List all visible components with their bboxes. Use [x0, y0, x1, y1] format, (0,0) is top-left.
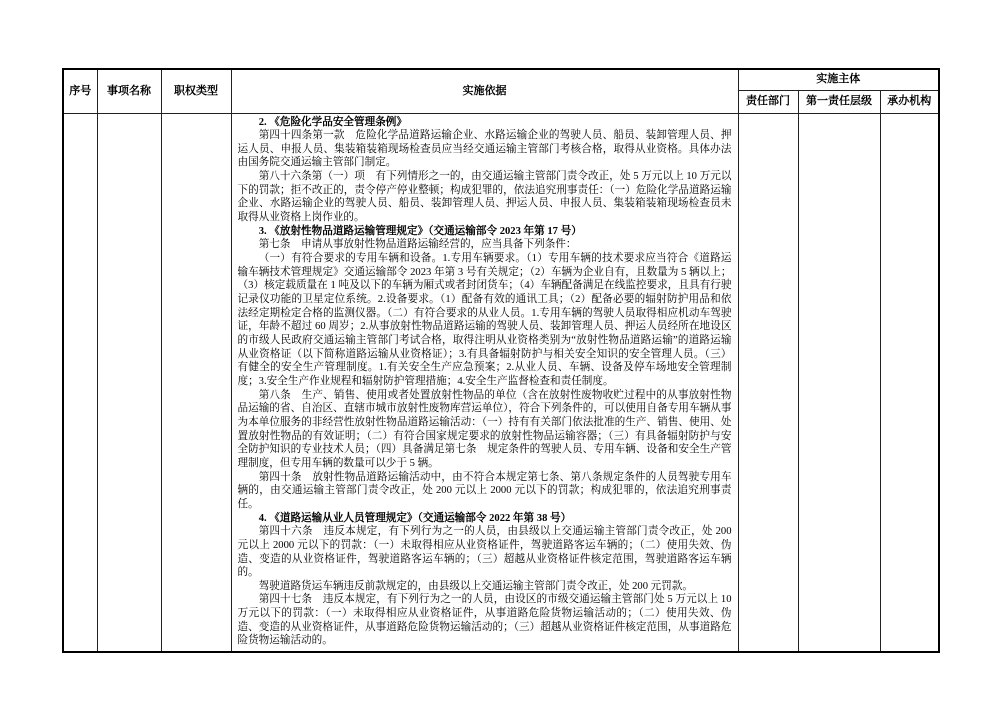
- basis-paragraph: 第四十七条 违反本规定，有下列行为之一的人员，由设区的市级交通运输主管部门处 5 万元以上 10 万元以下的罚款：（一）未取得相应从业资格证件，从事道路危险货物运输活动的；（二）使用失效、伪造、变造的从业资格证件，从事道路危险货物运输活动的；（三）超越从业资格证件核定范围，从事道路危险货物运输活动的。: [237, 594, 732, 647]
- header-authority-type: 职权类型: [161, 69, 231, 113]
- basis-paragraph: 第四十条 放射性物品道路运输活动中，由不符合本规定第七条、第八条规定条件的人员驾驶专用车辆的，由交通运输主管部门责令改正，处 200 元以上 2000 元以下的罚款；构成犯罪的，依法追究刑事责任。: [237, 471, 732, 510]
- header-implementation-subject: 实施主体: [738, 69, 939, 90]
- cell-authority-type: [161, 113, 231, 652]
- cell-responsible-department: [738, 113, 798, 652]
- basis-paragraph: 驾驶道路货运车辆违反前款规定的，由县级以上交通运输主管部门责令改正，处 200 元罚款。: [258, 580, 694, 592]
- header-responsible-department: 责任部门: [738, 90, 798, 113]
- basis-paragraph: （一）有符合要求的专用车辆和设备。1.专用车辆要求。（1）专用车辆的技术要求应当符合《道路运输车辆技术管理规定》交通运输部令 2023 年第 3 号有关规定；（2）车辆为企业自有，且数量为 5 辆以上；（3）核定载质量在 1 吨及以下的车辆为厢式或者封闭货车；（4）车辆配备满足在线监控要求，且具有行驶记录仪功能的卫星定位系统。2.设备要求。（1）配备有效的通讯工具；（2）配备必要的辐射防护用品和依法经定期检定合格的监测仪器。（二）有符合要求的从业人员。1.专用车辆的驾驶人员取得相应机动车驾驶证，年龄不超过 60 周岁；2.从事放射性物品道路运输的驾驶人员、装卸管理人员、押运人员经所在地设区的市级人民政府交通运输主管部门考试合格，取得注明从业资格类别为“放射性物品道路运输”的道路运输从业资格证（以下简称道路运输从业资格证）；3.有具备辐射防护与相关安全知识的安全管理人员。（三）有健全的安全生产管理制度。1.有关安全生产应急预案；2.从业人员、车辆、设备及停车场地安全管理制度；3.安全生产作业规程和辐射防护管理措施；4.安全生产监督检查和责任制度。: [237, 253, 732, 387]
- basis-paragraph: 第八十六条第（一）项 有下列情形之一的，由交通运输主管部门责令改正，处 5 万元以上 10 万元以下的罚款；拒不改正的，责令停产停业整顿；构成犯罪的，依法追究刑事责任：（一）危险化学品道路运输企业、水路运输企业的驾驶人员、船员、装卸管理人员、押运人员、申报人员、集装箱装箱现场检查员未取得从业资格上岗作业的。: [237, 171, 732, 224]
- table-row: [63, 113, 939, 652]
- cell-item-name: [97, 113, 161, 652]
- implementation-basis-text: [238, 116, 732, 649]
- header-undertaking-organization: 承办机构: [880, 90, 939, 113]
- basis-paragraph: 第四十四条第一款 危险化学品道路运输企业、水路运输企业的驾驶人员、船员、装卸管理人员、押运人员、申报人员、集装箱装箱现场检查员应当经交通运输主管部门考核合格，取得从业资格。具体办法由国务院交通运输主管部门制定。: [237, 130, 732, 169]
- cell-implementation-basis: [231, 113, 738, 652]
- basis-paragraph: 第七条 申请从事放射性物品道路运输经营的，应当具备下列条件：: [258, 239, 577, 251]
- cell-first-responsibility-level: [798, 113, 880, 652]
- basis-section-title: 2. 《危险化学品安全管理条例》: [258, 116, 407, 128]
- header-item-name: 事项名称: [97, 69, 161, 113]
- header-implementation-basis: 实施依据: [231, 69, 738, 113]
- cell-undertaking-organization: [880, 113, 939, 652]
- basis-section-title: 4. 《道路运输从业人员管理规定》（交通运输部令 2022 年第 38 号）: [258, 512, 572, 524]
- header-index: 序号: [63, 69, 97, 113]
- basis-paragraph: 第四十六条 违反本规定，有下列行为之一的人员，由县级以上交通运输主管部门责令改正，处 200 元以上 2000 元以下的罚款：（一）未取得相应从业资格证件，驾驶道路客运车辆的；（二）使用失效、伪造、变造的从业资格证件，驾驶道路客运车辆的；（三）超越从业资格证件核定范围，驾驶道路客运车辆的。: [237, 526, 732, 579]
- header-first-responsibility-level: 第一责任层级: [798, 90, 880, 113]
- regulation-table: [62, 68, 940, 653]
- basis-paragraph: 第八条 生产、销售、使用或者处置放射性物品的单位（含在放射性废物收贮过程中的从事放射性物品运输的省、自治区、直辖市城市放射性废物库营运单位），符合下列条件的，可以使用自备专用车辆从事为本单位服务的非经营性放射性物品道路运输活动：（一）持有有关部门依法批准的生产、销售、使用、处置放射性物品的有效证明；（二）有符合国家规定要求的放射性物品运输容器；（三）有具备辐射防护与安全防护知识的专业技术人员；（四）具备满足第七条 规定条件的驾驶人员、专用车辆、设备和安全生产管理制度，但专用车辆的数量可以少于 5 辆。: [237, 389, 732, 469]
- basis-section-title: 3. 《放射性物品道路运输管理规定》（交通运输部令 2023 年第 17 号）: [258, 225, 582, 237]
- cell-index: [63, 113, 97, 652]
